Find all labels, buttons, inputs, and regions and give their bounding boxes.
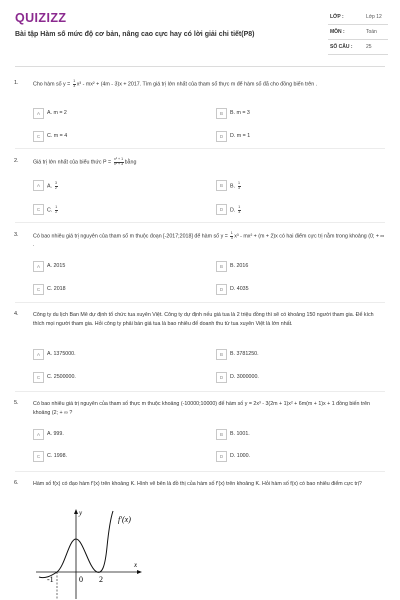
option-text (230, 206, 242, 215)
option-letter-box: A (33, 108, 44, 119)
question-text-part: Giá trị lớn nhất của biểu thức P = (33, 159, 113, 166)
fraction (238, 206, 241, 215)
question-divider (15, 391, 385, 392)
fraction-denominator: 3 (238, 209, 241, 214)
option-letter-box: C (33, 131, 44, 142)
option-prefix: D. (230, 207, 236, 214)
meta-row-count (328, 40, 388, 55)
question-text-part: bằng (124, 159, 137, 166)
option-text (47, 182, 59, 191)
fraction-denominator: 3 (238, 185, 240, 190)
meta-row-subject (328, 25, 388, 40)
question-divider (15, 471, 385, 472)
question-text-part: x³ - mx² + (4m - 3)x + 2017. Tìm giá trị lớn nhất của tham số thực m để hàm số đã cho đồng biến trên . (76, 81, 318, 88)
question-text (33, 80, 385, 89)
option-text: A. 999. (47, 431, 64, 437)
option-prefix: A. (47, 183, 53, 190)
option-text: B. 3781250. (230, 351, 259, 357)
tick-label-2: 2 (99, 575, 103, 584)
fraction-numerator: 1 (55, 205, 58, 209)
fraction-numerator: x² + 1 (114, 157, 124, 161)
option-text: C. m = 4 (47, 133, 68, 139)
question-text: Công ty du lịch Ban Mê dự định tổ chức tua xuyên Việt. Công ty dự định nếu giá tua là 2 triệu đồng thì sẽ có khoảng 150 người tham gia. Để kích thích mọi người tham gia. Hỏi công ty phải bán giá tua là bao nhiêu để doanh thu từ tua xuyên Việt là lớn nhất. (33, 312, 374, 327)
fraction-denominator: 3 (73, 83, 76, 88)
fraction-numerator: 1 (238, 181, 240, 185)
option-text: D. m = 1 (230, 133, 251, 139)
fraction-numerator: 3 (55, 181, 57, 185)
question-divider (15, 302, 385, 303)
option-letter-box: C (33, 372, 44, 383)
question-text-part: x³ - mx² + (m + 2)x có hai điểm cực trị nằm trong khoảng (0; + ∞ . (33, 233, 385, 249)
option-letter-box: B (216, 261, 227, 272)
meta-value: 25 (366, 44, 372, 50)
tick-label-0: 0 (79, 575, 83, 584)
option-text: D. 1000. (230, 453, 251, 459)
option-letter-box: A (33, 429, 44, 440)
meta-row-class (328, 10, 388, 25)
option-letter-box: C (33, 284, 44, 295)
question-divider (15, 222, 385, 223)
option-letter-box: D (216, 284, 227, 295)
option-text: D. 4035 (230, 286, 249, 292)
fraction-denominator: x² + 3 (114, 161, 124, 166)
option-text (47, 206, 59, 215)
question-divider (15, 148, 385, 149)
question-number: 5. (14, 400, 19, 406)
option-text: A. m = 2 (47, 110, 67, 116)
option-letter-box: A (33, 261, 44, 272)
fraction-denominator: 3 (230, 235, 233, 240)
meta-label: SỐ CÂU : (330, 44, 353, 50)
option-letter-box: D (216, 204, 227, 215)
question-number: 1. (14, 80, 19, 86)
option-letter-box: D (216, 372, 227, 383)
option-letter-box: B (216, 108, 227, 119)
option-letter-box: C (33, 451, 44, 462)
option-prefix: C. (47, 207, 53, 214)
fraction-numerator: 1 (238, 205, 241, 209)
question-number: 6. (14, 480, 19, 486)
tick-label-neg1: -1 (47, 575, 54, 584)
question-text-part: Cho hàm số y = (33, 81, 72, 88)
option-letter-box: C (33, 204, 44, 215)
meta-label: LỚP : (330, 14, 344, 20)
fraction (238, 182, 241, 191)
question-text (33, 158, 385, 167)
option-letter-box: B (216, 349, 227, 360)
quizizz-logo: QUIZIZZ (15, 11, 67, 25)
function-label: f′(x) (118, 515, 131, 524)
option-text: C. 2500000. (47, 374, 76, 380)
option-text: A. 1375000. (47, 351, 76, 357)
question-text: Hàm số f(x) có đạo hàm f'(x) trên khoảng K. Hình vẽ bên là đồ thị của hàm số f'(x) trên khoảng K. Hỏi hàm số f(x) có bao nhiêu điểm cực trị? (33, 481, 362, 487)
question-text: Có bao nhiêu giá trị nguyên của tham số thực m thuộc khoảng (-10000;10000) để hàm số y = 2x³ - 3(2m + 1)x² + 6m(m + 1)x + 1 đồng biến trên khoảng (2; + ∞ ? (33, 401, 370, 416)
question-number: 4. (14, 311, 19, 317)
x-axis-label: x (134, 561, 138, 569)
fraction (55, 206, 58, 215)
fraction (55, 182, 58, 191)
fraction-denominator: 2 (55, 209, 58, 214)
fraction-denominator: 2 (55, 185, 57, 190)
derivative-graph (33, 507, 153, 600)
option-text: B. 1001. (230, 431, 250, 437)
meta-table (328, 10, 388, 55)
option-letter-box: D (216, 131, 227, 142)
option-text: A. 2015 (47, 263, 66, 269)
x-axis-arrow (137, 570, 142, 574)
fraction (73, 80, 76, 89)
fraction (114, 158, 124, 167)
question-number: 3. (14, 232, 19, 238)
y-axis-label: y (79, 509, 83, 517)
document-title: Bài tập Hàm số mức độ cơ bản, nâng cao cực hay có lời giải chi tiết(P8) (15, 31, 255, 38)
fraction-numerator: 1 (73, 79, 76, 83)
option-prefix: B. (230, 183, 236, 190)
option-letter-box: A (33, 180, 44, 191)
y-axis-arrow (74, 509, 78, 514)
question-text (33, 232, 385, 250)
option-letter-box: B (216, 429, 227, 440)
question-number: 2. (14, 158, 19, 164)
option-text: B. m = 3 (230, 110, 250, 116)
question-text-part: Có bao nhiêu giá trị nguyên của tham số m thuộc đoạn [-2017;2018] để hàm số y = (33, 233, 230, 240)
header-divider (15, 66, 385, 67)
meta-label: MÔN : (330, 29, 345, 35)
meta-value: Lớp 12 (366, 14, 382, 20)
option-text: D. 3000000. (230, 374, 259, 380)
header (0, 0, 400, 66)
fraction (230, 232, 233, 241)
option-letter-box: D (216, 451, 227, 462)
option-text (230, 182, 242, 191)
option-letter-box: A (33, 349, 44, 360)
fraction-numerator: 1 (230, 231, 233, 235)
meta-value: Toán (366, 29, 377, 35)
option-text: C. 1998. (47, 453, 68, 459)
option-text: B. 2016 (230, 263, 249, 269)
option-text: C. 2018 (47, 286, 66, 292)
option-letter-box: B (216, 180, 227, 191)
